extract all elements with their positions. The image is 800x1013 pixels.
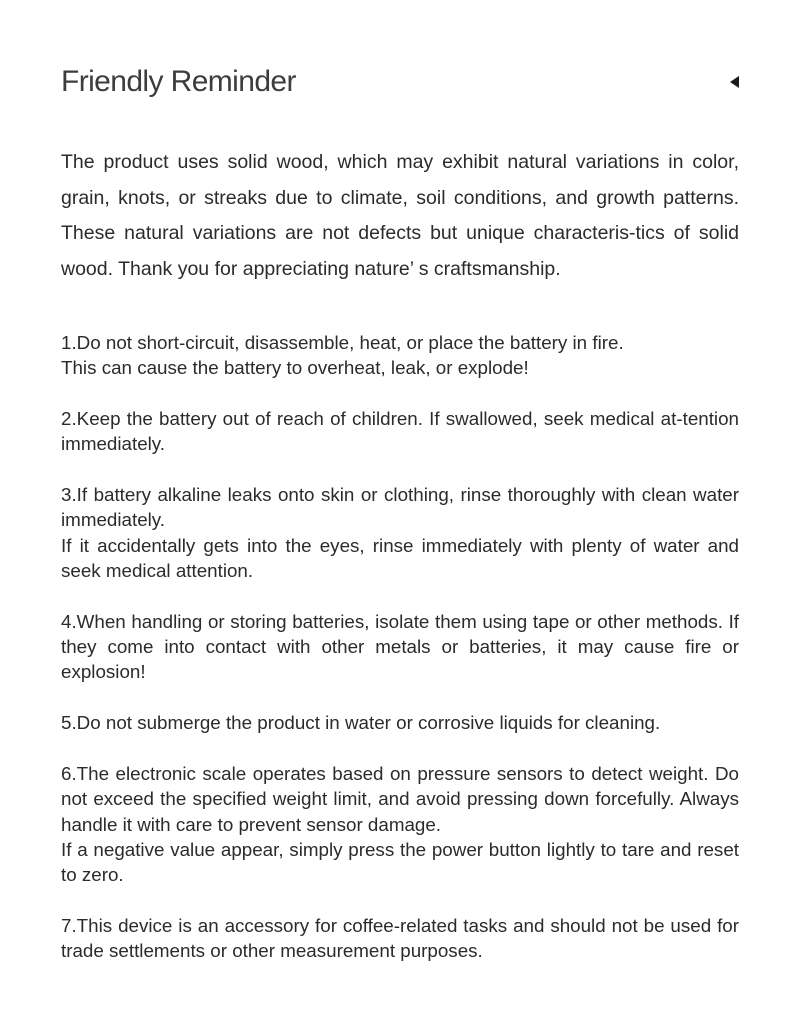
note-paragraph: 2.Keep the battery out of reach of children. If swallowed, seek medical at-tention immediately. bbox=[61, 408, 739, 455]
note-item bbox=[61, 710, 739, 735]
note-item bbox=[61, 913, 739, 964]
note-paragraph: This can cause the battery to overheat, leak, or explode! bbox=[61, 357, 529, 379]
safety-notes-list bbox=[61, 330, 739, 989]
note-paragraph: 6.The electronic scale operates based on pressure sensors to detect weight. Do not exceed the specified weight limit, and avoid pressing down forcefully. Always handle it with care to prevent sensor damage. bbox=[61, 763, 739, 835]
left-triangle-icon bbox=[730, 76, 739, 88]
note-paragraph: If it accidentally gets into the eyes, rinse immediately with plenty of water and seek medical attention. bbox=[61, 534, 739, 582]
title-row bbox=[61, 62, 739, 102]
note-paragraph: If a negative value appear, simply press the power button lightly to tare and reset to zero. bbox=[61, 838, 739, 886]
note-paragraph: 1.Do not short-circuit, disassemble, heat, or place the battery in fire. bbox=[61, 332, 624, 353]
note-paragraph: 7.This device is an accessory for coffee-related tasks and should not be used for trade settlements or other measurement purposes. bbox=[61, 915, 739, 962]
note-item bbox=[61, 482, 739, 583]
intro-paragraph: The product uses solid wood, which may exhibit natural variations in color, grain, knots, or streaks due to climate, soil conditions, and growth patterns. These natural variations are not defects but unique characteris-tics of solid wood. Thank you for appreciating nature’ s craftsmanship. bbox=[61, 151, 739, 280]
page-title: Friendly Reminder bbox=[61, 65, 296, 98]
note-paragraph: 4.When handling or storing batteries, isolate them using tape or other methods. If they come into contact with other metals or batteries, it may cause fire or explosion! bbox=[61, 610, 739, 683]
note-paragraph: 3.If battery alkaline leaks onto skin or clothing, rinse thoroughly with clean water immediately. bbox=[61, 484, 739, 531]
note-item bbox=[61, 609, 739, 685]
note-item bbox=[61, 761, 739, 887]
note-item bbox=[61, 406, 739, 457]
note-paragraph: 5.Do not submerge the product in water or corrosive liquids for cleaning. bbox=[61, 712, 661, 734]
note-item bbox=[61, 330, 739, 381]
